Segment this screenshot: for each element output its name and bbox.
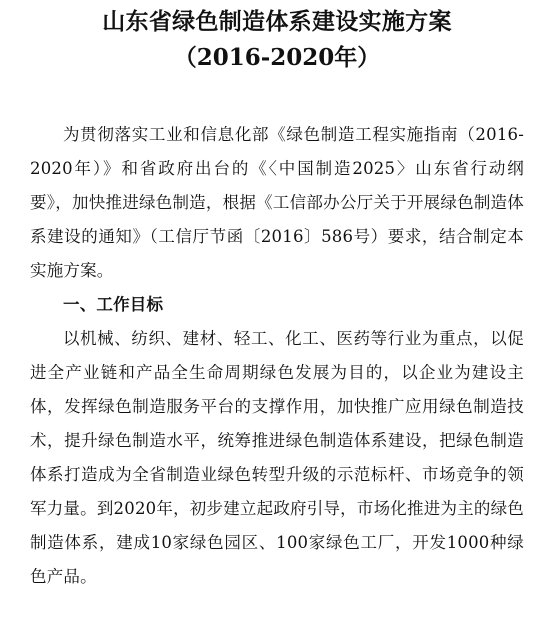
intro-paragraph: 为贯彻落实工业和信息化部《绿色制造工程实施指南（2016-2020年）》和省政府出台的《〈中国制造2025〉山东省行动纲要》，加快推进绿色制造，根据《工信部办公厅关于开展绿色制造体系建设的通知》（工信厅节函〔2016〕586号）要求，结合制定本实施方案。 [30,125,524,280]
document-title: 山东省绿色制造体系建设实施方案 [102,8,452,35]
document-body [30,118,524,594]
section-heading-work-goals: 一、工作目标 [63,295,164,314]
work-goals-paragraph: 以机械、纺织、建材、轻工、化工、医药等行业为重点，以促进全产业链和产品全生命周期绿色发展为目的，以企业为建设主体，发挥绿色制造服务平台的支撑作用，加快推广应用绿色制造技术，提升绿色制造水平，统筹推进绿色制造体系建设，把绿色制造体系打造成为全省制造业绿色转型升级的示范标杆、市场竞争的领军力量。到2020年，初步建立起政府引导，市场化推进为主的绿色制造体系，建成10家绿色园区、100家绿色工厂，开发1000种绿色产品。 [30,329,524,586]
document-subtitle: （2016-2020年） [173,44,381,71]
